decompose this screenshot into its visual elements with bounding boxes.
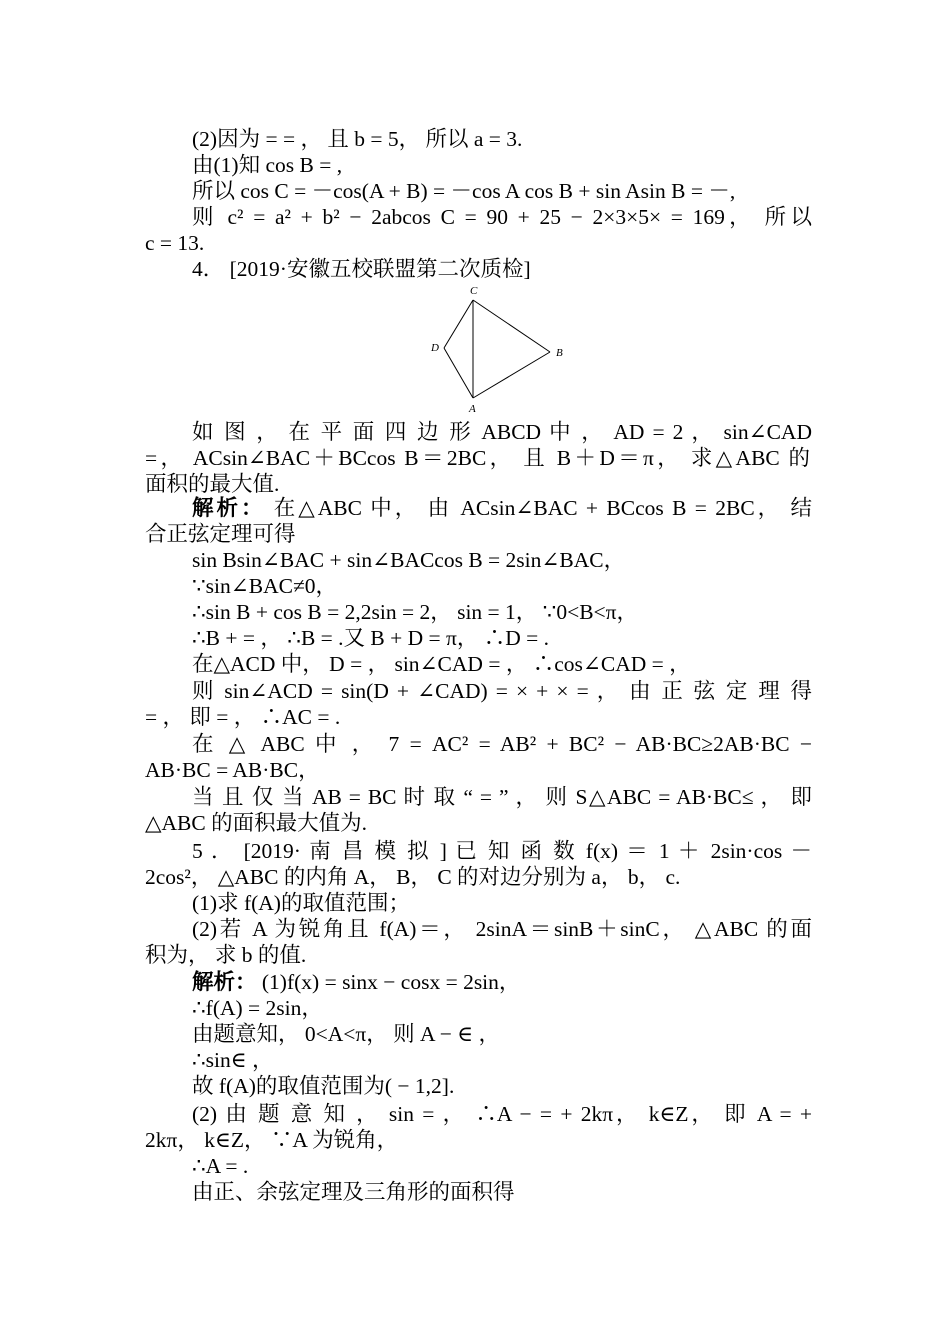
text-line	[192, 969, 812, 995]
text-line: = ， 即 = ， ∴AC = .	[145, 705, 341, 729]
text-line: 2kπ， k∈Z， ∵A 为锐角，	[145, 1128, 399, 1152]
text-line: (2)若 A 为锐角且 f(A)＝， 2sinA＝sinB＋sinC， △ABC 的面	[192, 917, 812, 941]
vertex-label-a: A	[469, 403, 476, 415]
text-line: (1)求 f(A)的取值范围；	[192, 891, 410, 915]
analysis-label: 解析：	[192, 496, 266, 520]
analysis-label: 解析：	[192, 970, 257, 994]
quadrilateral-figure	[420, 282, 580, 418]
vertex-label-b: B	[556, 347, 563, 359]
text-line: ∴sin∈ ，	[192, 1048, 274, 1072]
quadrilateral-diagram	[420, 282, 580, 418]
text-line: △ABC 的面积最大值为.	[145, 811, 367, 835]
text-line: 在△ACD 中， D = ， sin∠CAD = ， ∴cos∠CAD = ，	[192, 652, 691, 676]
text-line: ∴A = .	[192, 1154, 249, 1178]
edge-cd	[444, 300, 473, 348]
text-line: ∴B + = ， ∴B = .又 B + D = π， ∴D = .	[192, 626, 550, 650]
text-line: 积为， 求 b 的值.	[145, 943, 307, 967]
text-line: 故 f(A)的取值范围为( − 1,2].	[192, 1074, 455, 1098]
text-line: AB·BC = AB·BC，	[145, 758, 320, 782]
text-line: 合正弦定理可得	[145, 522, 296, 546]
vertex-label-d: D	[431, 342, 439, 354]
text-line: c = 13.	[145, 231, 205, 255]
edge-bc	[473, 300, 550, 352]
text-line: 面积的最大值.	[145, 472, 280, 496]
text-line: ∴f(A) = 2sin，	[192, 996, 323, 1020]
text-line-body: 在△ABC 中， 由 ACsin∠BAC + BCcos B = 2BC， 结	[265, 496, 812, 520]
text-line: 当 且 仅 当 AB = BC 时 取 “ = ” ， 则 S△ABC = AB·BC≤ ， 即	[192, 785, 812, 809]
text-line-body: (1)f(x) = sinx − cosx = 2sin，	[256, 970, 521, 994]
text-line	[192, 495, 812, 521]
text-line: (2) 由 题 意 知 ， sin = ， ∴A − = + 2kπ， k∈Z， 即 A = +	[192, 1102, 812, 1126]
text-line: 由正、余弦定理及三角形的面积得	[192, 1180, 515, 1204]
text-line: =， ACsin∠BAC＋BCcos B＝2BC， 且 B＋D＝π， 求△ABC 的	[145, 446, 810, 470]
text-line: ∴sin B + cos B = 2,2sin = 2， sin = 1， ∵0<B<π，	[192, 600, 639, 624]
text-line: 2cos²， △ABC 的内角 A， B， C 的对边分别为 a， b， c.	[145, 865, 681, 889]
text-line: 如 图 ， 在 平 面 四 边 形 ABCD 中 ， AD = 2 ， sin∠CAD	[192, 420, 812, 444]
text-line: 由(1)知 cos B = ,	[192, 153, 343, 177]
text-line: sin Bsin∠BAC + sin∠BACcos B = 2sin∠BAC，	[192, 548, 626, 572]
text-line: 4． [2019·安徽五校联盟第二次质检]	[192, 257, 531, 281]
vertex-label-c: C	[470, 285, 478, 297]
text-line: (2)因为 = = ， 且 b = 5， 所以 a = 3.	[192, 127, 523, 151]
text-line: ∵sin∠BAC≠0，	[192, 574, 338, 598]
text-line: 在 △ ABC 中 ， 7 = AC² = AB² + BC² − AB·BC≥2AB·BC −	[192, 732, 812, 756]
edge-ab	[473, 352, 550, 398]
text-line: 则 c² = a² + b² − 2abcos C = 90 + 25 − 2×3×5× = 169， 所以	[192, 205, 812, 229]
edge-da	[444, 348, 473, 398]
text-line: 由题意知， 0<A<π， 则 A − ∈ ，	[192, 1022, 501, 1046]
text-line: 5 ． [2019· 南 昌 模 拟 ] 已 知 函 数 f(x) ＝ 1 ＋ 2sin·cos －	[192, 839, 812, 863]
text-line: 所以 cos C = －cos(A + B) = －cos A cos B + sin Asin B = －,	[192, 179, 736, 203]
text-line: 则 sin∠ACD = sin(D + ∠CAD) = × + × = ， 由 正 弦 定 理 得	[192, 679, 812, 703]
